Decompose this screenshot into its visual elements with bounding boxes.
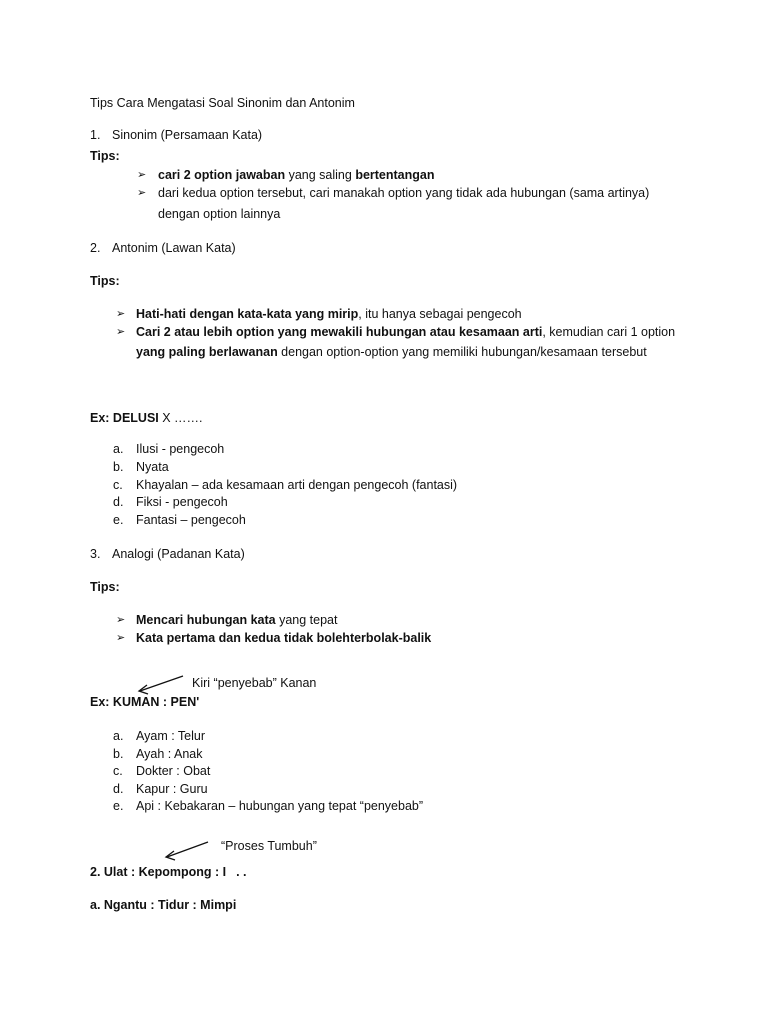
section1-heading: Sinonim (Persamaan Kata)	[112, 128, 263, 142]
annotation-arrow-icon	[134, 673, 186, 695]
option-text: Fiksi - pengecoh	[136, 495, 228, 509]
option-text: Dokter : Obat	[136, 764, 211, 778]
section3-number: 3.	[90, 547, 101, 561]
section1-tips-label: Tips:	[90, 149, 120, 163]
section3-bullet2: Kata pertama dan kedua tidak bolehterbolak-balik	[136, 631, 432, 645]
section2-bullet1: Hati-hati dengan kata-kata yang mirip, itu hanya sebagai pengecoh	[136, 307, 522, 321]
annotation-penyebab: Kiri “penyebab” Kanan	[192, 676, 317, 690]
arrow-bullet-icon: ➢	[116, 308, 126, 320]
section1-number: 1.	[90, 128, 101, 142]
section3-example2: 2. Ulat : Kepompong : I . .	[90, 865, 247, 879]
arrow-bullet-icon: ➢	[137, 187, 147, 199]
arrow-bullet-icon: ➢	[116, 614, 126, 626]
section3-heading: Analogi (Padanan Kata)	[112, 547, 245, 561]
option-letter: c.	[113, 478, 123, 492]
option-text: Kapur : Guru	[136, 782, 208, 796]
option-text: Ayah : Anak	[136, 747, 203, 761]
section2-tips-label: Tips:	[90, 274, 120, 288]
page-title: Tips Cara Mengatasi Soal Sinonim dan Antonim	[90, 96, 355, 110]
option-letter: e.	[113, 799, 124, 813]
section2-bullet2-line2: yang paling berlawanan dengan option-option yang memiliki hubungan/kesamaan tersebut	[136, 345, 647, 359]
section1-bullet2-line2: dengan option lainnya	[158, 207, 281, 221]
option-text: Ilusi - pengecoh	[136, 442, 225, 456]
option-letter: b.	[113, 747, 124, 761]
option-letter: a.	[113, 729, 124, 743]
option-text: Nyata	[136, 460, 169, 474]
arrow-bullet-icon: ➢	[116, 632, 126, 644]
option-letter: d.	[113, 495, 124, 509]
option-letter: d.	[113, 782, 124, 796]
section2-number: 2.	[90, 241, 101, 255]
option-text: Ayam : Telur	[136, 729, 206, 743]
option-text: Api : Kebakaran – hubungan yang tepat “penyebab”	[136, 799, 424, 813]
option-text: Fantasi – pengecoh	[136, 513, 246, 527]
section1-bullet2-line1: dari kedua option tersebut, cari manakah option yang tidak ada hubungan (sama artinya)	[158, 186, 650, 200]
section2-example: Ex: DELUSI X …….	[90, 411, 203, 425]
option-letter: b.	[113, 460, 124, 474]
option-letter: c.	[113, 764, 123, 778]
section3-tips-label: Tips:	[90, 580, 120, 594]
section3-example2-option: a. Ngantu : Tidur : Mimpi	[90, 898, 237, 912]
annotation-arrow-icon	[160, 838, 212, 862]
section2-bullet2-line1: Cari 2 atau lebih option yang mewakili hubungan atau kesamaan arti, kemudian cari 1 option	[136, 325, 676, 339]
option-letter: e.	[113, 513, 124, 527]
section2-heading: Antonim (Lawan Kata)	[112, 241, 236, 255]
section1-bullet1: cari 2 option jawaban yang saling bertentangan	[158, 168, 435, 182]
section3-example: Ex: KUMAN : PEN'	[90, 695, 200, 709]
section3-bullet1: Mencari hubungan kata yang tepat	[136, 613, 338, 627]
annotation-proses-tumbuh: “Proses Tumbuh”	[221, 839, 317, 853]
option-letter: a.	[113, 442, 124, 456]
arrow-bullet-icon: ➢	[137, 169, 147, 181]
arrow-bullet-icon: ➢	[116, 326, 126, 338]
option-text: Khayalan – ada kesamaan arti dengan pengecoh (fantasi)	[136, 478, 458, 492]
